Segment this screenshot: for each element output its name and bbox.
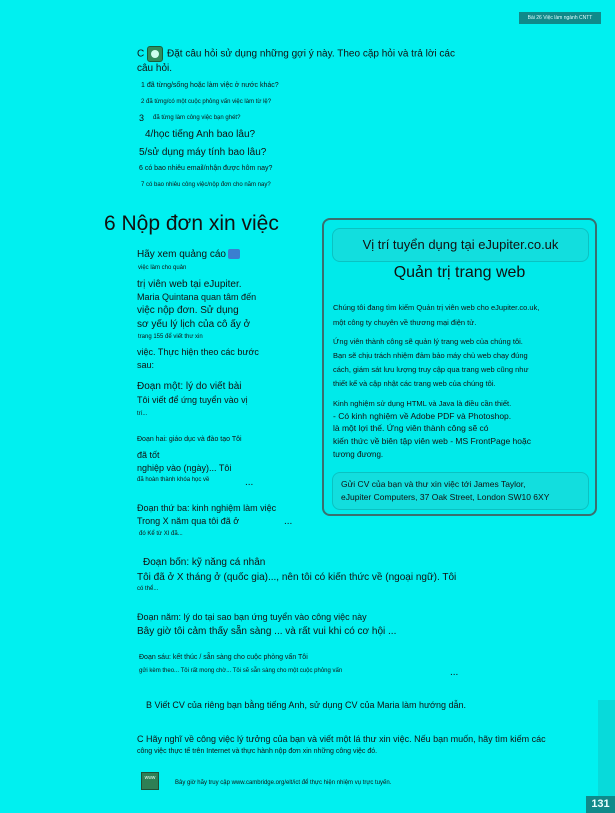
- ad-line-9: là một lợi thế. Ứng viên thành công sẽ có: [333, 423, 489, 433]
- p3-body: Trong X năm qua tôi đã ở: [137, 516, 240, 526]
- a-line4: việc nộp đơn. Sử dụng: [137, 305, 239, 316]
- question-5: 5/sử dụng máy tính bao lâu?: [139, 147, 267, 158]
- p3-small: đó Kể từ XI đã...: [139, 531, 183, 537]
- a-line6: việc. Thực hiện theo các bước: [137, 347, 259, 357]
- question-3: đã từng làm công việc bạn ghét?: [153, 115, 241, 121]
- page-number: 131: [586, 796, 615, 813]
- p2-head: Đoạn hai: giáo dục và đào tạo Tôi: [137, 436, 242, 443]
- question-3-number: 3: [139, 113, 145, 123]
- c-line1: C Hãy nghĩ về công việc lý tưởng của bạn và viết một lá thư xin việc. Nếu bạn muốn, hãy tìm kiếm các: [137, 734, 546, 744]
- p6-ellipsis: ...: [450, 667, 459, 678]
- p3-head: Đoạn thứ ba: kinh nghiệm làm việc: [137, 503, 277, 513]
- p2-l1: đã tốt: [137, 450, 160, 460]
- question-2: 2 đã từng/có một cuộc phỏng vấn việc làm từ lệ?: [141, 99, 272, 105]
- web-note: Bây giờ hãy truy cập www.cambridge.org/elt/ict để thực hiện nhiệm vụ trực tuyến.: [175, 780, 392, 786]
- question-4: 4/học tiếng Anh bao lâu?: [145, 129, 256, 140]
- ad-line-5: cách, giám sát lưu lượng truy cập qua trang web cũng như: [333, 365, 529, 374]
- ad-footer-line1: Gửi CV của bạn và thư xin việc tới James Taylor,: [341, 479, 526, 489]
- p1-body: Tôi viết để ứng tuyển vào vị: [137, 395, 248, 405]
- question-7: 7 có bao nhiêu công việc/nộp đơn cho năm nay?: [141, 182, 271, 188]
- ad-line-3: Ứng viên thành công sẽ quản lý trang web của chúng tôi.: [333, 337, 523, 346]
- www-icon: www: [141, 772, 159, 790]
- p5-head: Đoạn năm: lý do tại sao bạn ứng tuyển vào công việc này: [137, 612, 367, 622]
- p1-small: trí...: [137, 411, 148, 417]
- unit-tag: Bài 26 Việc làm ngành CNTT: [519, 12, 601, 24]
- question-6: 6 có bao nhiêu email/nhận được hôm nay?: [139, 165, 273, 172]
- book-icon: [228, 249, 240, 259]
- ad-title: Quản trị trang web: [393, 264, 526, 281]
- ad-line-4: Bạn sẽ chịu trách nhiệm đảm bảo máy chủ web chạy đúng: [333, 351, 528, 360]
- ad-header: Vị trí tuyển dụng tại eJupiter.co.uk: [332, 228, 589, 262]
- ad-line-1: Chúng tôi đang tìm kiếm Quản trị viên web cho eJupiter.co.uk,: [333, 303, 540, 312]
- a-line5: sơ yếu lý lịch của cô ấy ở: [137, 319, 251, 330]
- p2-ellipsis: ...: [245, 477, 254, 488]
- instruction-line1: Đặt câu hỏi sử dụng những gợi ý này. Theo cặp hỏi và trả lời các: [167, 48, 455, 60]
- section-title: 6 Nộp đơn xin việc: [104, 212, 279, 235]
- exercise-c-instruction: [137, 46, 455, 62]
- p4-small: có thể...: [137, 586, 159, 592]
- ad-line-7: Kinh nghiệm sử dụng HTML và Java là điều cần thiết.: [333, 399, 512, 408]
- p6-small: gửi kèm theo... Tôi rất mong chờ... Tôi sẽ sẵn sàng cho một cuộc phỏng vấn: [139, 668, 343, 674]
- p3-ellipsis: ...: [284, 516, 293, 527]
- exercise-label: C: [137, 48, 145, 60]
- ad-line-10: kiến thức về biên tập viên web - MS FrontPage hoặc: [333, 436, 531, 446]
- p4-body: Tôi đã ở X tháng ở (quốc gia)..., nên tôi có kiến thức về (ngoại ngữ). Tôi: [137, 572, 457, 583]
- ad-line-6: thiết kế và cập nhật các trang web của chúng tôi.: [333, 379, 496, 388]
- c-line2: công việc thực tế trên Internet và thực hành nộp đơn xin những công việc đó.: [137, 748, 378, 755]
- ad-footer-line2: eJupiter Computers, 37 Oak Street, London SW10 6XY: [341, 492, 550, 502]
- ad-line-11: tương đương.: [333, 450, 384, 459]
- a-line3: Maria Quintana quan tâm đến: [137, 292, 257, 302]
- pair-work-icon: [147, 46, 163, 62]
- a-small2: trang 155 để viết thư xin: [138, 334, 203, 340]
- p1-head: Đoạn một: lý do viết bài: [137, 381, 242, 392]
- p2-small: đã hoàn thành khóa học về: [137, 477, 210, 483]
- instruction-line2: câu hỏi.: [137, 63, 173, 74]
- p2-l2: nghiệp vào (ngày)... Tôi: [137, 463, 232, 473]
- a-line7: sau:: [137, 360, 155, 370]
- a-line2: trị viên web tại eJupiter.: [137, 279, 242, 290]
- ad-footer: [332, 472, 589, 510]
- a-line1: Hãy xem quảng cáo: [137, 249, 240, 260]
- b-instruction: B Viết CV của riêng bạn bằng tiếng Anh, sử dụng CV của Maria làm hướng dẫn.: [146, 700, 466, 710]
- ad-line-2: một công ty chuyên về thương mại điện tử.: [333, 318, 477, 327]
- a-small1: việc làm cho quản: [138, 265, 187, 271]
- edge-strip: [598, 700, 615, 796]
- ad-line-8: - Có kinh nghiệm về Adobe PDF và Photoshop.: [333, 411, 512, 421]
- question-1: 1 đã từng/sống hoặc làm việc ở nước khác?: [141, 82, 279, 89]
- p5-body: Bây giờ tôi cảm thấy sẵn sàng ... và rất vui khi có cơ hội ...: [137, 626, 397, 637]
- job-advertisement: [322, 218, 597, 516]
- p6-head: Đoạn sáu: kết thúc / sẵn sàng cho cuộc phỏng vấn Tôi: [139, 654, 308, 661]
- p4-head: Đoạn bốn: kỹ năng cá nhân: [143, 557, 266, 568]
